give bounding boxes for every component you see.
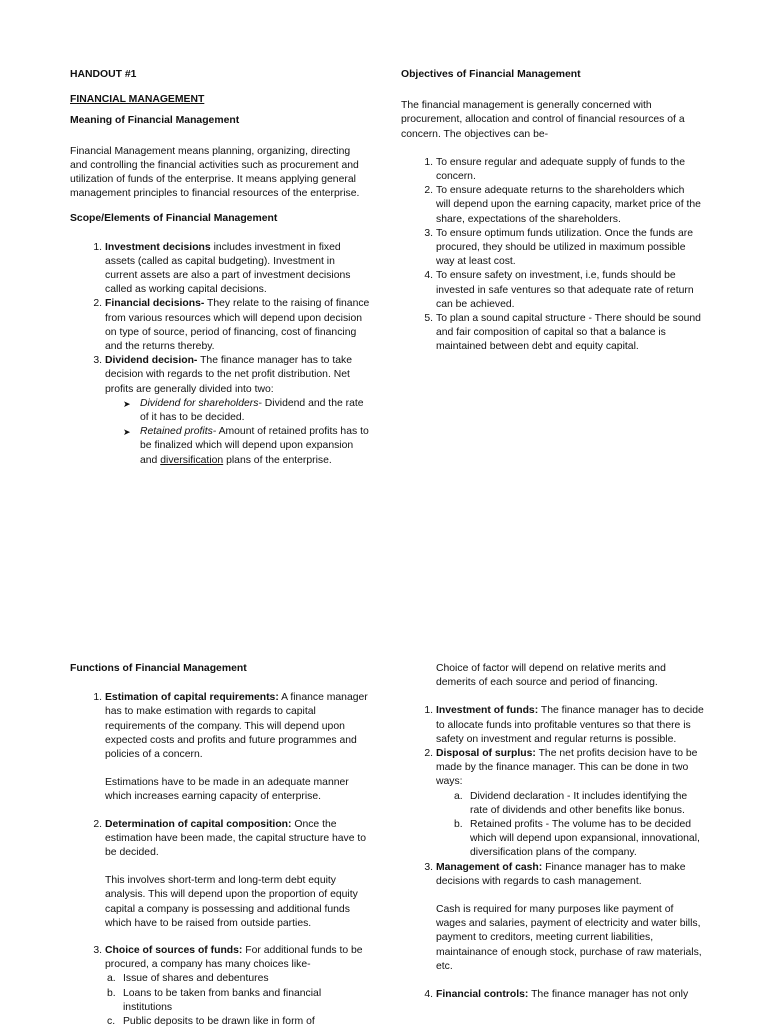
page1-right-column bbox=[401, 68, 701, 355]
list-item: ➤ Retained profits- Amount of retained profits has to be finalized which will depend upon expansion and diversification plans of the enterprise. bbox=[123, 426, 369, 466]
list-item: a. Dividend declaration - It includes identifying the rate of dividends and other benefits like bonus. bbox=[454, 790, 688, 816]
function-paragraph: This involves short-term and long-term debt equity analysis. This will depend upon the proportion of equity capital a company is possessing and additional funds which have to be raised from outside parties. bbox=[105, 875, 358, 929]
list-item: 1. Investment decisions includes investment in fixed assets (called as capital budgeting). Investment in current assets are also a part of investment decisions called as working capital decisions. bbox=[93, 241, 351, 296]
list-item: ➤ Dividend for shareholders- Dividend and the rate of it has to be decided. bbox=[123, 397, 364, 424]
list-item: 2. Financial decisions- They relate to the raising of finance from various resources which will depend upon decision on type of source, period of financing, cost of financing and the returns thereby. bbox=[93, 298, 370, 353]
handout-label: HANDOUT #1 bbox=[70, 69, 137, 80]
choice-paragraph: Choice of factor will depend on relative merits and demerits of each source and period of financing. bbox=[436, 663, 666, 689]
page2-right-column bbox=[424, 662, 706, 1002]
dividend-sublist bbox=[123, 397, 370, 468]
list-item: 3. Management of cash: Finance manager has to make decisions with regards to cash management. Cash is required for many purposes like payment of wages and salaries, payment of electricity and water bills, payment to creditors, meeting current liabilities, maintainance of enough stock, purchase of raw materials, etc. bbox=[436, 861, 706, 974]
list-item: b. Loans to be taken from banks and financial institutions bbox=[107, 987, 322, 1013]
function-paragraph: Estimations have to be made in an adequate manner which increases earning capacity of enterprise. bbox=[105, 777, 349, 803]
objectives-intro: The financial management is generally concerned with procurement, allocation and control of financial resources of a concern. The objectives can be- bbox=[401, 100, 685, 140]
functions-list-continued bbox=[424, 704, 706, 1002]
scope-list bbox=[93, 241, 370, 468]
document-title: FINANCIAL MANAGEMENT bbox=[70, 94, 205, 106]
list-item: 4. Financial controls: The finance manager has not only bbox=[424, 989, 689, 1001]
meaning-heading: Meaning of Financial Management bbox=[70, 115, 240, 127]
list-item: a. Issue of shares and debentures bbox=[107, 973, 269, 985]
list-item: 2. Disposal of surplus: The net profits decision have to be made by the finance manager. This can be done in two ways: a. Dividend declaration - It includes identifying the rate of dividends and other benefits like bonus. b. Retained profits - The volume has to be decided which will depend upon expansional, innovational, diversification plans of the company. bbox=[436, 747, 706, 861]
list-item: 1. To ensure regular and adequate supply of funds to the concern. bbox=[424, 156, 685, 183]
list-item: 4. To ensure safety on investment, i.e, funds should be invested in safe ventures so that adequate rate of return can be achieved. bbox=[424, 270, 694, 310]
list-item: 1. Investment of funds: The finance manager has to decide to allocate funds into profitable ventures so that there is safety on investment and regular returns is possible. bbox=[424, 705, 704, 745]
objectives-heading: Objectives of Financial Management bbox=[401, 69, 581, 80]
list-item: 3. Dividend decision- The finance manager has to take decision with regards to the net profit distribution. Net profits are generally divided into two: ➤ Dividend for shareholders- Dividend and the rate of it has to be decided. ➤ Retained profits- Amount of retained profits has to be finalized which will depend upon expansion and diversification plans of the enterprise. bbox=[105, 354, 370, 468]
list-item: 5. To plan a sound capital structure - There should be sound and fair composition of capital so that a balance is maintained between debt and equity capital. bbox=[424, 313, 701, 353]
list-item: c. Public deposits to be drawn like in form of bbox=[107, 1016, 315, 1028]
scope-heading: Scope/Elements of Financial Management bbox=[70, 213, 278, 225]
list-item: b. Retained profits - The volume has to be decided which will depend upon expansional, innovational, diversification plans of the company. bbox=[454, 819, 700, 859]
function-paragraph: Cash is required for many purposes like payment of wages and salaries, payment of electricity and water bills, payment to creditors, meeting current liabilities, maintainance of enough stock, purchase of raw materials, etc. bbox=[436, 904, 702, 972]
funds-sources-sublist bbox=[107, 972, 370, 1029]
objectives-list bbox=[424, 156, 701, 355]
page1-left-column bbox=[70, 68, 370, 468]
list-item: 2. To ensure adequate returns to the shareholders which will depend upon the earning capacity, market price of the share, expectations of the shareholders. bbox=[424, 185, 701, 225]
list-item: 3. To ensure optimum funds utilization. Once the funds are procured, they should be utilized in maximum possible way at least cost. bbox=[424, 227, 694, 268]
page2-left-column bbox=[70, 662, 370, 1029]
functions-list bbox=[93, 691, 370, 1029]
list-item: 1. Estimation of capital requirements: A finance manager has to make estimation with regards to capital requirements of the company. This will depend upon expected costs and profits and future programmes and policies of a concern. Estimations have to be made in an adequate manner which increases earning capacity of enterprise. bbox=[105, 691, 370, 804]
list-item: 2. Determination of capital composition: Once the estimation have been made, the capital structure have to be decided. This involves short-term and long-term debt equity analysis. This will depend upon the proportion of equity capital a company is possessing and additional funds which have to be raised from outside parties. bbox=[105, 818, 370, 931]
arrow-bullet-icon: ➤ bbox=[123, 398, 131, 409]
functions-heading: Functions of Financial Management bbox=[70, 663, 247, 674]
meaning-paragraph: Financial Management means planning, organizing, directing and controlling the financial activities such as procurement and utilization of funds of the enterprise. It means applying general management principles to financial resources of the enterprise. bbox=[70, 145, 360, 200]
list-item: 3. Choice of sources of funds: For additional funds to be procured, a company has many choices like- a. Issue of shares and debentures b. Loans to be taken from banks and financial institutions c. Public deposits to be drawn like in form of bbox=[105, 944, 370, 1029]
arrow-bullet-icon: ➤ bbox=[123, 427, 131, 438]
surplus-sublist bbox=[454, 790, 706, 861]
